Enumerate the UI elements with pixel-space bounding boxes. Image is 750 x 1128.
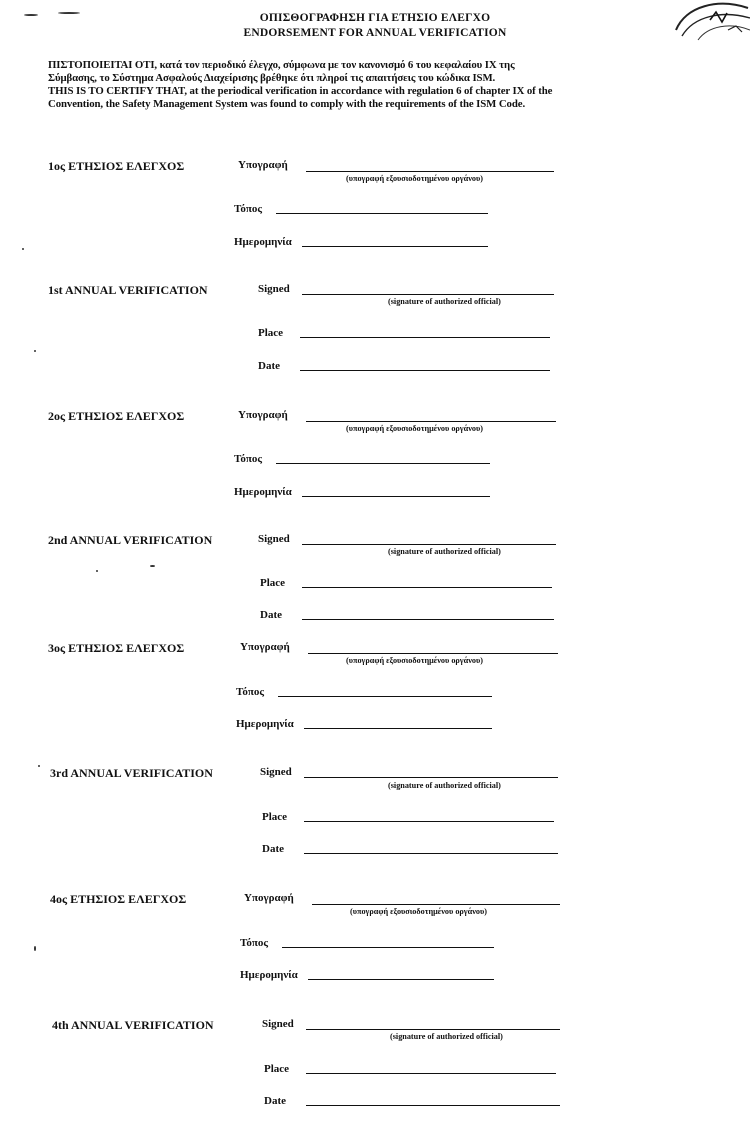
date-line[interactable]	[302, 619, 554, 620]
place-label: Place	[258, 327, 284, 339]
place-line[interactable]	[282, 947, 494, 948]
signature-label: Signed	[260, 766, 292, 778]
certification-line: ΠΙΣΤΟΠΟΙΕΙΤΑΙ ΟΤΙ, κατά τον περιοδικό έλεγχο, σύμφωνα με τον κανονισμό 6 του κεφαλαίου IX της	[48, 59, 515, 71]
scan-speck	[38, 765, 40, 767]
date-label: Ημερομηνία	[236, 718, 294, 730]
date-label: Date	[258, 360, 280, 372]
date-line[interactable]	[304, 728, 492, 729]
place-label: Place	[262, 811, 288, 823]
place-label: Place	[260, 577, 286, 589]
signature-hint: (signature of authorized official)	[388, 547, 501, 556]
date-line[interactable]	[300, 370, 550, 371]
section-heading-greek: 2ος ΕΤΗΣΙΟΣ ΕΛΕΓΧΟΣ	[48, 409, 185, 423]
place-line[interactable]	[276, 213, 488, 214]
signature-label: Υπογραφή	[238, 159, 288, 171]
certification-line: Σύμβασης, το Σύστημα Ασφαλούς Διαχείρισης βρέθηκε ότι πληροί τις απαιτήσεις του κώδικα ISM.	[48, 72, 496, 84]
place-line[interactable]	[306, 1073, 556, 1074]
certification-line: Convention, the Safety Management System was found to comply with the requirements of the ISM Code.	[48, 98, 526, 110]
date-line[interactable]	[302, 246, 488, 247]
title-greek: ΟΠΙΣΘΟΓΡΑΦΗΣΗ ΓΙΑ ΕΤΗΣΙΟ ΕΛΕΓΧΟ	[259, 12, 491, 24]
date-label: Date	[264, 1095, 286, 1107]
place-line[interactable]	[276, 463, 490, 464]
signature-line[interactable]	[302, 544, 556, 545]
signature-hint: (υπογραφή εξουσιοδοτημένου οργάνου)	[346, 424, 483, 433]
section-heading-greek: 3ος ΕΤΗΣΙΟΣ ΕΛΕΓΧΟΣ	[48, 641, 185, 655]
signature-hint: (υπογραφή εξουσιοδοτημένου οργάνου)	[346, 656, 483, 665]
certification-line: THIS IS TO CERTIFY THAT, at the periodical verification in accordance with regulation 6 of chapter IX of the	[48, 85, 553, 97]
place-label: Place	[264, 1063, 290, 1075]
date-line[interactable]	[302, 496, 490, 497]
section-heading-english: 2nd ANNUAL VERIFICATION	[48, 533, 213, 547]
signature-line[interactable]	[302, 294, 554, 295]
scan-speck	[150, 565, 155, 567]
signature-label: Υπογραφή	[244, 892, 294, 904]
date-label: Date	[262, 843, 284, 855]
section-heading-english: 4th ANNUAL VERIFICATION	[52, 1018, 214, 1032]
section-heading-english: 3rd ANNUAL VERIFICATION	[50, 766, 213, 780]
section-heading-greek: 1ος ΕΤΗΣΙΟΣ ΕΛΕΓΧΟΣ	[48, 159, 185, 173]
place-label: Τόπος	[234, 203, 263, 215]
signature-hint: (signature of authorized official)	[390, 1032, 503, 1041]
place-line[interactable]	[300, 337, 550, 338]
date-line[interactable]	[304, 853, 558, 854]
scan-speck	[96, 570, 98, 572]
title-english: ENDORSEMENT FOR ANNUAL VERIFICATION	[243, 27, 507, 39]
place-line[interactable]	[278, 696, 492, 697]
signature-hint: (signature of authorized official)	[388, 781, 501, 790]
date-line[interactable]	[306, 1105, 560, 1106]
signature-hint: (υπογραφή εξουσιοδοτημένου οργάνου)	[350, 907, 487, 916]
date-label: Date	[260, 609, 282, 621]
signature-line[interactable]	[306, 421, 556, 422]
signature-label: Signed	[258, 283, 290, 295]
signature-label: Υπογραφή	[238, 409, 288, 421]
signature-line[interactable]	[312, 904, 560, 905]
signature-label: Signed	[258, 533, 290, 545]
signature-line[interactable]	[304, 777, 558, 778]
date-line[interactable]	[308, 979, 494, 980]
place-label: Τόπος	[240, 937, 269, 949]
signature-label: Signed	[262, 1018, 294, 1030]
signature-line[interactable]	[308, 653, 558, 654]
scan-speck	[34, 350, 36, 352]
section-heading-english: 1st ANNUAL VERIFICATION	[48, 283, 208, 297]
scan-speck	[34, 946, 36, 951]
date-label: Ημερομηνία	[234, 486, 292, 498]
signature-label: Υπογραφή	[240, 641, 290, 653]
place-line[interactable]	[302, 587, 552, 588]
place-line[interactable]	[304, 821, 554, 822]
place-label: Τόπος	[236, 686, 265, 698]
signature-line[interactable]	[306, 171, 554, 172]
signature-hint: (signature of authorized official)	[388, 297, 501, 306]
date-label: Ημερομηνία	[240, 969, 298, 981]
place-label: Τόπος	[234, 453, 263, 465]
date-label: Ημερομηνία	[234, 236, 292, 248]
scan-speck	[22, 248, 24, 250]
signature-line[interactable]	[306, 1029, 560, 1030]
section-heading-greek: 4ος ΕΤΗΣΙΟΣ ΕΛΕΓΧΟΣ	[50, 892, 187, 906]
signature-hint: (υπογραφή εξουσιοδοτημένου οργάνου)	[346, 174, 483, 183]
